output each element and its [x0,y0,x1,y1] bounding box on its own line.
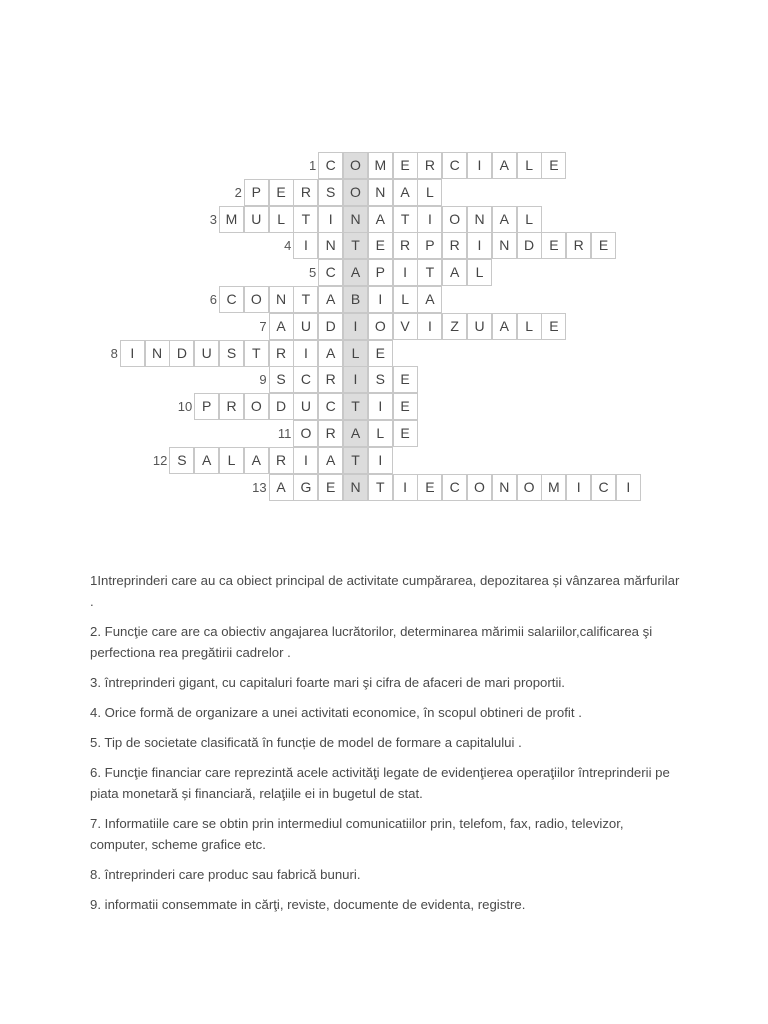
crossword-cell: A [318,340,343,367]
crossword-cell: C [219,286,244,313]
crossword-cell: U [293,313,318,340]
crossword-cell: C [318,152,343,179]
crossword-cell: T [244,340,269,367]
crossword-key-cell: I [343,313,368,340]
clues-list [90,570,680,924]
crossword-cell: I [120,340,145,367]
crossword-cell: L [467,259,492,286]
crossword-row-number: 13 [252,479,267,495]
crossword-cell: O [244,286,269,313]
crossword-cell: N [145,340,170,367]
crossword-cell: T [293,206,318,233]
crossword-row-number: 3 [209,211,217,227]
crossword-cell: C [591,474,616,501]
crossword-cell: E [368,340,393,367]
crossword-cell: E [393,393,418,420]
crossword-cell: L [393,286,418,313]
crossword-cell: O [467,474,492,501]
crossword-cell: P [368,259,393,286]
crossword-cell: M [368,152,393,179]
crossword-cell: I [616,474,641,501]
crossword-cell: C [318,259,343,286]
crossword-row [0,393,768,420]
crossword-cell: E [318,474,343,501]
crossword-cell: A [442,259,467,286]
crossword-cell: N [492,474,517,501]
crossword-cell: D [269,393,294,420]
crossword-cell: E [393,420,418,447]
crossword-row [0,206,768,233]
crossword-cell: R [269,447,294,474]
crossword-cell: I [417,313,442,340]
crossword-cell: E [368,232,393,259]
crossword-row-number: 5 [308,265,317,281]
crossword-row-number: 12 [152,452,168,468]
crossword-cell: S [368,366,393,393]
crossword-cell: O [517,474,542,501]
crossword-cell: A [492,313,517,340]
crossword-cell: G [293,474,318,501]
crossword-cell: I [368,393,393,420]
crossword-cell: E [393,366,418,393]
crossword-row [0,232,768,259]
crossword-row-number: 8 [110,345,118,361]
crossword-cell: I [566,474,591,501]
crossword-cell: A [269,313,294,340]
crossword-cell: E [541,313,566,340]
crossword-cell: R [293,179,318,206]
crossword-cell: I [318,206,343,233]
crossword-cell: U [244,206,269,233]
crossword-row-number: 10 [177,399,193,415]
crossword-cell: I [293,232,318,259]
crossword-cell: V [393,313,418,340]
crossword-cell: T [393,206,418,233]
crossword-row-number: 9 [259,372,267,388]
crossword-cell: N [269,286,294,313]
crossword-key-cell: N [343,206,368,233]
crossword-cell: A [393,179,418,206]
crossword-cell: C [442,152,467,179]
crossword-key-cell: T [343,232,368,259]
clue-7: 7. Informatiile care se obtin prin intermediul comunicatiilor prin, telefom, fax, radio, televizor, computer, scheme grafice etc. [90,816,624,852]
crossword-cell: I [368,286,393,313]
crossword-cell: O [368,313,393,340]
crossword-cell: N [467,206,492,233]
crossword-key-cell: B [343,286,368,313]
crossword-key-cell: O [343,179,368,206]
crossword-cell: A [318,286,343,313]
clue-5: 5. Tip de societate clasificată în funcție de model de formare a capitalului . [90,735,522,750]
crossword-cell: S [318,179,343,206]
crossword-key-cell: L [343,340,368,367]
crossword-cell: A [318,447,343,474]
clue-4: 4. Orice formă de organizare a unei activitati economice, în scopul obtineri de profit . [90,705,582,720]
crossword-cell: C [442,474,467,501]
crossword-cell: L [517,206,542,233]
crossword-row [0,259,768,286]
crossword-cell: D [318,313,343,340]
crossword-cell: N [318,232,343,259]
crossword-cell: I [467,152,492,179]
crossword-row-number: 1 [308,158,317,173]
crossword-cell: R [318,420,343,447]
crossword-cell: U [467,313,492,340]
clue-2: 2. Funcţie care are ca obiectiv angajarea lucrătorilor, determinarea mărimii salariilor,calificarea şi perfectiona rea pregătirii cadrelor . [90,624,653,660]
crossword-cell: A [417,286,442,313]
crossword-key-cell: A [343,259,368,286]
crossword-cell: I [393,474,418,501]
crossword-row-number: 11 [277,426,292,441]
crossword-row [0,179,768,206]
crossword-row [0,152,768,179]
crossword-cell: L [219,447,244,474]
crossword-row-number: 2 [234,184,242,200]
crossword-row-number: 6 [209,292,217,307]
clue-6: 6. Funcţie financiar care reprezintă acele activităţi legate de evidenţierea operaţiilor întreprinderii pe piata monetară și financiară, relaţiile ei in bugetul de stat. [90,765,670,801]
crossword-cell: O [244,393,269,420]
crossword-cell: I [368,447,393,474]
crossword-cell: N [368,179,393,206]
crossword-cell: I [393,259,418,286]
crossword-cell: T [368,474,393,501]
crossword-cell: A [269,474,294,501]
crossword-key-cell: I [343,366,368,393]
crossword-cell: E [591,232,616,259]
crossword-row-number: 4 [284,238,292,254]
crossword-cell: L [517,152,542,179]
crossword-cell: U [194,340,219,367]
crossword-cell: M [541,474,566,501]
crossword-cell: I [417,206,442,233]
crossword-key-cell: T [343,393,368,420]
crossword-cell: R [393,232,418,259]
crossword-cell: L [368,420,393,447]
crossword-cell: T [417,259,442,286]
crossword-cell: P [244,179,269,206]
crossword-cell: R [269,340,294,367]
crossword-key-cell: N [343,474,368,501]
clue-8: 8. întreprinderi care produc sau fabrică bunuri. [90,867,361,882]
crossword-cell: L [417,179,442,206]
crossword-cell: L [517,313,542,340]
crossword-row [0,447,768,474]
crossword-cell: A [492,152,517,179]
crossword-cell: I [467,232,492,259]
crossword-key-cell: T [343,447,368,474]
crossword-cell: P [417,232,442,259]
crossword-row [0,474,768,501]
crossword-cell: U [293,393,318,420]
crossword-cell: E [541,232,566,259]
crossword-cell: I [293,340,318,367]
crossword-cell: E [393,152,418,179]
crossword-cell: C [293,366,318,393]
crossword-cell: S [169,447,194,474]
crossword-cell: L [269,206,294,233]
crossword-cell: A [368,206,393,233]
crossword-cell: S [269,366,294,393]
crossword-row-number: 7 [259,318,267,334]
crossword-cell: P [194,393,219,420]
crossword-row [0,420,768,447]
crossword-row [0,286,768,313]
crossword-row [0,313,768,340]
crossword-cell: D [517,232,542,259]
crossword-cell: T [293,286,318,313]
crossword-cell: R [219,393,244,420]
crossword-cell: A [244,447,269,474]
crossword-cell: D [169,340,194,367]
crossword-cell: R [566,232,591,259]
crossword-cell: O [442,206,467,233]
crossword-cell: E [269,179,294,206]
clue-3: 3. întreprinderi gigant, cu capitaluri foarte mari şi cifra de afaceri de mari proportii. [90,675,565,690]
crossword-cell: R [442,232,467,259]
crossword-cell: M [219,206,244,233]
crossword-cell: C [318,393,343,420]
crossword-cell: E [541,152,566,179]
crossword-cell: A [492,206,517,233]
crossword-key-cell: A [343,420,368,447]
crossword-cell: A [194,447,219,474]
crossword-cell: R [417,152,442,179]
clue-1: 1Intreprinderi care au ca obiect principal de activitate cumpărarea, depozitarea și vânzarea mărfurilar . [90,573,680,609]
clue-9: 9. informatii consemmate in cărţi, reviste, documente de evidenta, registre. [90,897,526,912]
crossword-cell: E [417,474,442,501]
crossword-cell: O [293,420,318,447]
crossword-key-cell: O [343,152,368,179]
crossword-cell: Z [442,313,467,340]
crossword-row [0,340,768,367]
crossword-cell: N [492,232,517,259]
crossword-row [0,366,768,393]
crossword-cell: I [293,447,318,474]
crossword-cell: R [318,366,343,393]
crossword-cell: S [219,340,244,367]
